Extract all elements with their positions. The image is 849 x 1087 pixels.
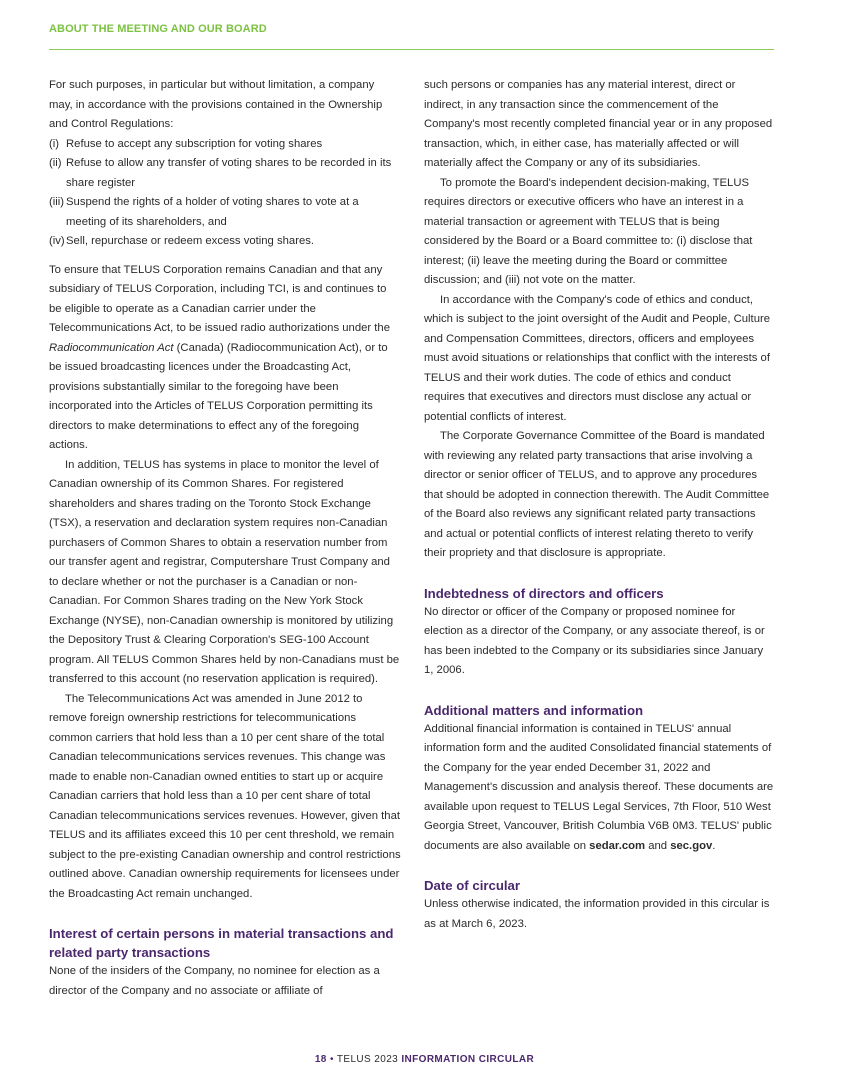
sedar-link[interactable]: sedar.com	[589, 839, 646, 852]
page-footer	[0, 1054, 849, 1065]
list-item	[49, 193, 401, 232]
right-column	[424, 76, 774, 934]
list-item-text: Refuse to allow any transfer of voting shares to be recorded in its share register	[66, 157, 392, 189]
telecom-act-paragraph: The Telecommunications Act was amended in June 2012 to remove foreign ownership restrictions for telecommunications common carriers that hold less than a 10 per cent share of the total Canadian telecommunications services revenues. This change was made to enable non-Canadian owned entities to start up or acquire Canadian carriers that hold less than a 10 per cent share of total Canadian telecommunications services revenues. However, given that TELUS and its affiliates exceed this 10 per cent threshold, we remain subject to the pre-existing Canadian ownership and control restrictions outlined above. Canadian ownership requirements for licensees under the Broadcasting Act remain unchanged.	[49, 692, 401, 900]
indebtedness-section-heading: Indebtedness of directors and officers	[424, 585, 664, 601]
additional-matters-heading: Additional matters and information	[424, 702, 644, 718]
additional-matters-paragraph: Additional financial information is contained in TELUS' annual information form and the audited Consolidated financial statements of the Company for the year ended December 31, 2022 and Management's discussion and analysis thereof. These documents are available upon request to TELUS Legal Services, 7th Floor, 510 West Georgia Street, Vancouver, British Columbia V6B 0M3. TELUS' public documents are also available on sedar.com and sec.gov.	[424, 722, 774, 852]
list-item-number: (i)	[49, 137, 60, 150]
footer-company-year: TELUS 2023	[336, 1054, 399, 1065]
page-number: 18	[314, 1054, 327, 1065]
list-item	[49, 154, 401, 193]
sec-link[interactable]: sec.gov	[670, 839, 713, 852]
list-item-number: (iv)	[49, 235, 65, 247]
code-of-ethics-paragraph: In accordance with the Company's code of ethics and conduct, which is subject to the joint oversight of the Audit and People, Culture and Compensation Committees, directors, officers and employees must avoid situations or relationships that conflict with the interests of TELUS and their work duties. The code of ethics and conduct requires that executives and directors must disclose any actual or potential conflicts of interest.	[424, 293, 771, 423]
list-item-text: Refuse to accept any subscription for voting shares	[66, 137, 323, 150]
interest-paragraph: None of the insiders of the Company, no nominee for election as a director of the Company and no associate or affiliate of	[49, 965, 380, 997]
ownership-actions-list	[49, 135, 401, 252]
list-item	[49, 232, 401, 252]
list-item-text: Sell, repurchase or redeem excess voting shares.	[66, 235, 315, 247]
governance-committee-paragraph: The Corporate Governance Committee of the Board is mandated with reviewing any related party transactions that arise involving a director or senior officer of TELUS, and to approve any procedures that should be adopted in connection therewith. The Audit Committee of the Board also reviews any significant related party transactions and actual or potential conflicts of interest relating thereto to verify their propriety and that disclosure is appropriate.	[424, 430, 770, 559]
canadian-ownership-paragraph: To ensure that TELUS Corporation remains Canadian and that any subsidiary of TELUS Corporation, including TCI, is and continues to be eligible to operate as a Canadian carrier under the Telecommunications Act, to be issued radio authorizations under the Radiocommunication Act (Canada) (Radiocommunication Act), or to be issued broadcasting licences under the Broadcasting Act, provisions substantially similar to the foregoing have been incorporated into the Articles of TELUS Corporation permitting its directors to make determinations to effect any of the foregoing actions.	[49, 263, 390, 451]
interest-section-heading: Interest of certain persons in material transactions and related party transactions	[49, 926, 394, 960]
indebtedness-paragraph: No director or officer of the Company or proposed nominee for election as a director of the Company, or any associate thereof, is or has been indebted to the Company or its subsidiaries since January 1, 2006.	[424, 605, 765, 676]
interest-continued-paragraph: such persons or companies has any material interest, direct or indirect, in any transaction since the commencement of the Company's most recently completed financial year or in any proposed transaction, which, in either case, has materially affected or will materially affect the Company or any of its subsidiaries.	[424, 79, 773, 169]
footer-document-name: INFORMATION CIRCULAR	[401, 1054, 535, 1065]
board-independence-paragraph: To promote the Board's independent decision-making, TELUS requires directors or executive officers who have an interest in a material transaction or agreement with TELUS that is being considered by the Board or a Board committee to: (i) disclose that interest; (ii) leave the meeting during the Board or committee discussion; and (iii) not vote on the matter.	[424, 176, 753, 286]
date-of-circular-paragraph: Unless otherwise indicated, the information provided in this circular is as at March 6, 2023.	[424, 898, 770, 930]
monitoring-paragraph: In addition, TELUS has systems in place to monitor the level of Canadian ownership of its Common Shares. For registered shareholders and shares trading on the Toronto Stock Exchange (TSX), a reservation and declaration system requires non-Canadian purchasers of Common Shares to obtain a reservation number from our transfer agent and registrar, Computershare Trust Company and to declare whether or not the purchaser is a Canadian or non-Canadian. For Common Shares trading on the New York Stock Exchange (NYSE), non-Canadian ownership is monitored by utilizing the Depository Trust & Clearing Corporation's SEG-100 Account program. All TELUS Common Shares held by non-Canadians must be transferred to this account (no reservation application is required).	[49, 458, 400, 685]
intro-paragraph: For such purposes, in particular but without limitation, a company may, in accordance with the provisions contained in the Ownership and Control Regulations:	[49, 79, 383, 130]
section-header: ABOUT THE MEETING AND OUR BOARD	[49, 23, 267, 35]
header-divider	[49, 49, 774, 50]
date-of-circular-heading: Date of circular	[424, 878, 521, 893]
list-item-number: (iii)	[49, 196, 65, 208]
list-item-text: Suspend the rights of a holder of voting shares to vote at a meeting of its shareholders, and	[66, 196, 359, 228]
list-item	[49, 135, 401, 155]
left-column	[49, 76, 401, 1001]
list-item-number: (ii)	[49, 157, 62, 169]
footer-bullet: •	[329, 1054, 334, 1065]
